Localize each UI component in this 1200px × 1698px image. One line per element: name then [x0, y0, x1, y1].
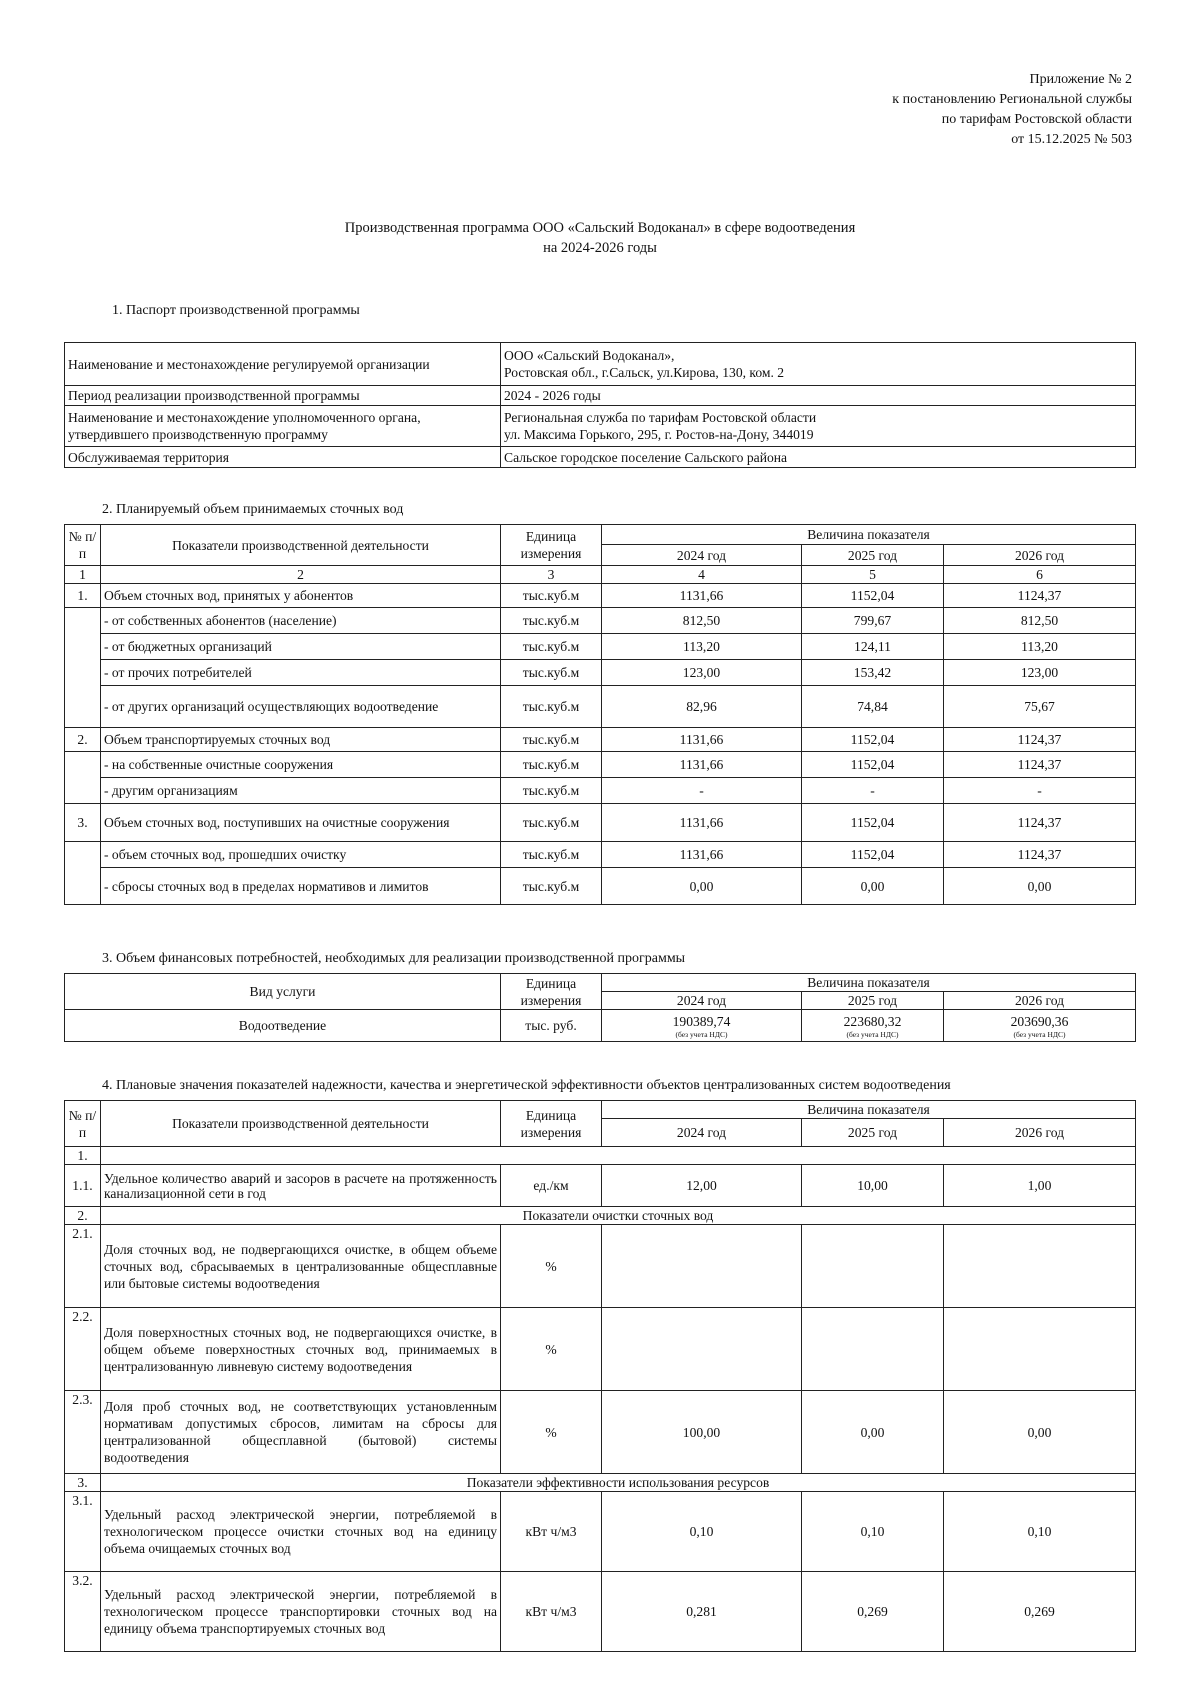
row-num: 3.1. [65, 1492, 101, 1572]
row-value-2026: 812,50 [944, 608, 1136, 634]
row-num: 3. [65, 1474, 101, 1492]
row-value-2024: 82,96 [602, 686, 802, 728]
row-value-2026: 0,10 [944, 1492, 1136, 1572]
section-2-heading: 2. Планируемый объем принимаемых сточных вод [102, 502, 404, 517]
row-num-empty [65, 842, 101, 905]
column-number: 3 [501, 566, 602, 584]
passport-label: Наименование и местонахождение регулируемой организации [65, 343, 501, 386]
row-value-2026: - [944, 778, 1136, 804]
wastewater-volume-table [64, 524, 1136, 905]
row-value-2026: 0,00 [944, 868, 1136, 905]
row-value-2025: 1152,04 [802, 584, 944, 608]
row-name: Удельный расход электрической энергии, потребляемой в технологическом процессе очистки сточных вод на единицу объема очищаемых сточных вод [101, 1492, 501, 1572]
header-num: № п/п [65, 1101, 101, 1147]
row-value-2024: 1131,66 [602, 584, 802, 608]
header-indicator: Показатели производственной деятельности [101, 1101, 501, 1147]
vat-note-2025: (без учета НДС) [846, 1029, 899, 1039]
table-row [65, 1010, 1136, 1042]
column-number: 6 [944, 566, 1136, 584]
row-value-2024: 113,20 [602, 634, 802, 660]
table-row [65, 584, 1136, 608]
row-name: - от других организаций осуществляющих водоотведение [101, 686, 501, 728]
row-value-2024 [602, 1308, 802, 1391]
row-num: 2. [65, 728, 101, 752]
value-2025: 223680,32 [843, 1013, 902, 1029]
row-value-2025: 0,00 [802, 1391, 944, 1474]
table-row [65, 660, 1136, 686]
document-title [0, 218, 1200, 258]
row-value-2026: 1,00 [944, 1165, 1136, 1207]
row-name: Доля поверхностных сточных вод, не подвергающихся очистке, в общем объеме поверхностных сточных вод, принимаемых в централизованную ливневую систему водоотведения [101, 1308, 501, 1391]
row-value-2024 [602, 1010, 802, 1042]
row-value-2025: 799,67 [802, 608, 944, 634]
vat-note-2026: (без учета НДС) [1013, 1029, 1066, 1039]
column-number: 5 [802, 566, 944, 584]
row-unit: % [501, 1391, 602, 1474]
vat-note-2024: (без учета НДС) [675, 1029, 728, 1039]
header-year-2025: 2025 год [802, 1119, 944, 1147]
table-row [65, 686, 1136, 728]
appendix-header [892, 70, 1132, 150]
section-1-heading: 1. Паспорт производственной программы [112, 303, 360, 318]
row-value-2025: 1152,04 [802, 728, 944, 752]
section-4-heading: 4. Плановые значения показателей надежности, качества и энергетической эффективности объектов централизованных систем водоотведения [102, 1078, 951, 1093]
table-row [65, 1147, 1136, 1165]
passport-row [65, 406, 1136, 447]
row-value-2025: 74,84 [802, 686, 944, 728]
row-name: Объем транспортируемых сточных вод [101, 728, 501, 752]
row-unit: тыс.куб.м [501, 608, 602, 634]
row-value-2026: 123,00 [944, 660, 1136, 686]
row-unit: % [501, 1308, 602, 1391]
table-row [65, 752, 1136, 778]
header-value: Величина показателя [602, 974, 1136, 992]
passport-label: Наименование и местонахождение уполномоченного органа, утвердившего производственную программу [65, 406, 501, 447]
row-value-2024: 1131,66 [602, 842, 802, 868]
column-number: 4 [602, 566, 802, 584]
table-row [65, 1308, 1136, 1391]
financial-needs-table [64, 973, 1136, 1042]
table-header-row [65, 525, 1136, 545]
header-unit: Единица измерения [501, 525, 602, 566]
row-name: - от прочих потребителей [101, 660, 501, 686]
row-num: 3.2. [65, 1572, 101, 1652]
table-row [65, 634, 1136, 660]
reliability-indicators-table [64, 1100, 1136, 1652]
column-numbers-row [65, 566, 1136, 584]
row-value-2026: 0,269 [944, 1572, 1136, 1652]
row-num: 1.1. [65, 1165, 101, 1207]
header-year-2026: 2026 год [944, 1119, 1136, 1147]
row-value-2026: 75,67 [944, 686, 1136, 728]
row-value-2025: 124,11 [802, 634, 944, 660]
header-value: Величина показателя [602, 1101, 1136, 1119]
row-unit: тыс.куб.м [501, 804, 602, 842]
table-row [65, 804, 1136, 842]
row-value-2026: 0,00 [944, 1391, 1136, 1474]
table-row [65, 1492, 1136, 1572]
header-value: Величина показателя [602, 525, 1136, 545]
row-value-2025: 0,10 [802, 1492, 944, 1572]
passport-value-line-2: Ростовская обл., г.Сальск, ул.Кирова, 130, ком. 2 [504, 365, 785, 380]
row-value-2025: 1152,04 [802, 804, 944, 842]
title-line-2: на 2024-2026 годы [543, 240, 657, 256]
row-unit: тыс.куб.м [501, 660, 602, 686]
passport-label: Период реализации производственной программы [65, 386, 501, 406]
row-title-empty [101, 1147, 1136, 1165]
row-value-2024: 12,00 [602, 1165, 802, 1207]
row-value-2024 [602, 1225, 802, 1308]
table-row [65, 728, 1136, 752]
appendix-line-2: к постановлению Региональной службы [892, 92, 1132, 107]
row-value-2024: 0,281 [602, 1572, 802, 1652]
passport-value [501, 406, 1136, 447]
value-2024: 190389,74 [672, 1013, 731, 1029]
row-name: Удельное количество аварий и засоров в расчете на протяженность канализационной сети в год [101, 1165, 501, 1207]
row-name: Удельный расход электрической энергии, потребляемой в технологическом процессе транспортировки сточных вод на единицу объема транспортируемых сточных вод [101, 1572, 501, 1652]
row-unit: % [501, 1225, 602, 1308]
row-value-2026: 1124,37 [944, 804, 1136, 842]
passport-label: Обслуживаемая территория [65, 447, 501, 468]
passport-value-line-1: Региональная служба по тарифам Ростовской области [504, 410, 817, 425]
row-value-2024: - [602, 778, 802, 804]
row-unit: тыс.куб.м [501, 752, 602, 778]
row-num: 2.2. [65, 1308, 101, 1391]
row-value-2024: 0,00 [602, 868, 802, 905]
header-indicator: Показатели производственной деятельности [101, 525, 501, 566]
row-value-2025: 153,42 [802, 660, 944, 686]
row-value-2024: 1131,66 [602, 728, 802, 752]
header-service: Вид услуги [65, 974, 501, 1010]
row-value-2025 [802, 1225, 944, 1308]
row-unit: тыс.куб.м [501, 584, 602, 608]
passport-value-line-1: ООО «Сальский Водоканал», [504, 348, 675, 363]
row-num: 1. [65, 584, 101, 608]
row-value-2024: 1131,66 [602, 804, 802, 842]
header-num: № п/п [65, 525, 101, 566]
row-value-2025: 0,00 [802, 868, 944, 905]
row-value-2025: 0,269 [802, 1572, 944, 1652]
row-group-title: Показатели очистки сточных вод [101, 1207, 1136, 1225]
row-num: 1. [65, 1147, 101, 1165]
row-value-2026: 1124,37 [944, 842, 1136, 868]
table-row [65, 868, 1136, 905]
row-unit: кВт ч/м3 [501, 1492, 602, 1572]
row-name: - объем сточных вод, прошедших очистку [101, 842, 501, 868]
row-value-2026: 1124,37 [944, 752, 1136, 778]
header-year-2026: 2026 год [944, 992, 1136, 1010]
table-row [65, 778, 1136, 804]
header-unit: Единица измерения [501, 974, 602, 1010]
row-name: - сбросы сточных вод в пределах нормативов и лимитов [101, 868, 501, 905]
row-value-2025 [802, 1010, 944, 1042]
row-num: 2.3. [65, 1391, 101, 1474]
table-header-row [65, 1101, 1136, 1119]
row-name: Объем сточных вод, принятых у абонентов [101, 584, 501, 608]
row-value-2026 [944, 1010, 1136, 1042]
appendix-line-3: по тарифам Ростовской области [941, 112, 1132, 127]
row-num: 2.1. [65, 1225, 101, 1308]
column-number: 2 [101, 566, 501, 584]
row-unit: ед./км [501, 1165, 602, 1207]
row-num-empty [65, 752, 101, 804]
passport-row [65, 447, 1136, 468]
title-line-1: Производственная программа ООО «Сальский Водоканал» в сфере водоотведения [344, 220, 856, 236]
header-year-2025: 2025 год [802, 992, 944, 1010]
passport-row [65, 343, 1136, 386]
row-value-2025: 1152,04 [802, 752, 944, 778]
passport-value: Сальское городское поселение Сальского района [501, 447, 1136, 468]
value-2026: 203690,36 [1010, 1013, 1069, 1029]
section-3-heading: 3. Объем финансовых потребностей, необходимых для реализации производственной программы [102, 951, 686, 966]
appendix-line-4: от 15.12.2025 № 503 [1011, 132, 1132, 147]
row-value-2026 [944, 1308, 1136, 1391]
header-year-2024: 2024 год [602, 992, 802, 1010]
row-service: Водоотведение [65, 1010, 501, 1042]
row-unit: тыс.куб.м [501, 842, 602, 868]
table-header-row [65, 974, 1136, 992]
row-value-2025 [802, 1308, 944, 1391]
row-unit: тыс.куб.м [501, 634, 602, 660]
row-unit: тыс.куб.м [501, 778, 602, 804]
appendix-line-1: Приложение № 2 [1029, 72, 1132, 87]
row-value-2025: 1152,04 [802, 842, 944, 868]
row-name: - от собственных абонентов (население) [101, 608, 501, 634]
table-row [65, 1165, 1136, 1207]
table-row [65, 1225, 1136, 1308]
row-value-2026: 1124,37 [944, 728, 1136, 752]
row-name: - от бюджетных организаций [101, 634, 501, 660]
row-name: Доля проб сточных вод, не соответствующих установленным нормативам допустимых сбросов, лимитам на сбросы для централизованной общесплавной (бытовой) системы водоотведения [101, 1391, 501, 1474]
row-unit: тыс.куб.м [501, 686, 602, 728]
table-row [65, 1391, 1136, 1474]
row-value-2025: 10,00 [802, 1165, 944, 1207]
row-unit: кВт ч/м3 [501, 1572, 602, 1652]
row-name: - на собственные очистные сооружения [101, 752, 501, 778]
table-row [65, 608, 1136, 634]
row-unit: тыс.куб.м [501, 728, 602, 752]
row-num: 2. [65, 1207, 101, 1225]
passport-table [64, 342, 1136, 468]
row-value-2024: 100,00 [602, 1391, 802, 1474]
table-row [65, 842, 1136, 868]
row-group-title: Показатели эффективности использования ресурсов [101, 1474, 1136, 1492]
header-year-2026: 2026 год [944, 545, 1136, 566]
row-value-2024: 0,10 [602, 1492, 802, 1572]
row-value-2025: - [802, 778, 944, 804]
header-year-2024: 2024 год [602, 1119, 802, 1147]
row-value-2024: 1131,66 [602, 752, 802, 778]
row-value-2026: 1124,37 [944, 584, 1136, 608]
header-year-2024: 2024 год [602, 545, 802, 566]
passport-value [501, 343, 1136, 386]
row-value-2024: 812,50 [602, 608, 802, 634]
row-value-2026: 113,20 [944, 634, 1136, 660]
table-row [65, 1207, 1136, 1225]
passport-value-line-2: ул. Максима Горького, 295, г. Ростов-на-Дону, 344019 [504, 427, 814, 442]
column-number: 1 [65, 566, 101, 584]
table-row [65, 1474, 1136, 1492]
passport-value: 2024 - 2026 годы [501, 386, 1136, 406]
row-num: 3. [65, 804, 101, 842]
header-year-2025: 2025 год [802, 545, 944, 566]
row-num-empty [65, 608, 101, 728]
row-value-2026 [944, 1225, 1136, 1308]
row-value-2024: 123,00 [602, 660, 802, 686]
header-unit: Единица измерения [501, 1101, 602, 1147]
passport-row [65, 386, 1136, 406]
table-row [65, 1572, 1136, 1652]
row-unit: тыс. руб. [501, 1010, 602, 1042]
row-name: Доля сточных вод, не подвергающихся очистке, в общем объеме сточных вод, сбрасываемых в централизованные общесплавные или бытовые системы водоотведения [101, 1225, 501, 1308]
row-name: - другим организациям [101, 778, 501, 804]
row-unit: тыс.куб.м [501, 868, 602, 905]
row-name: Объем сточных вод, поступивших на очистные сооружения [101, 804, 501, 842]
